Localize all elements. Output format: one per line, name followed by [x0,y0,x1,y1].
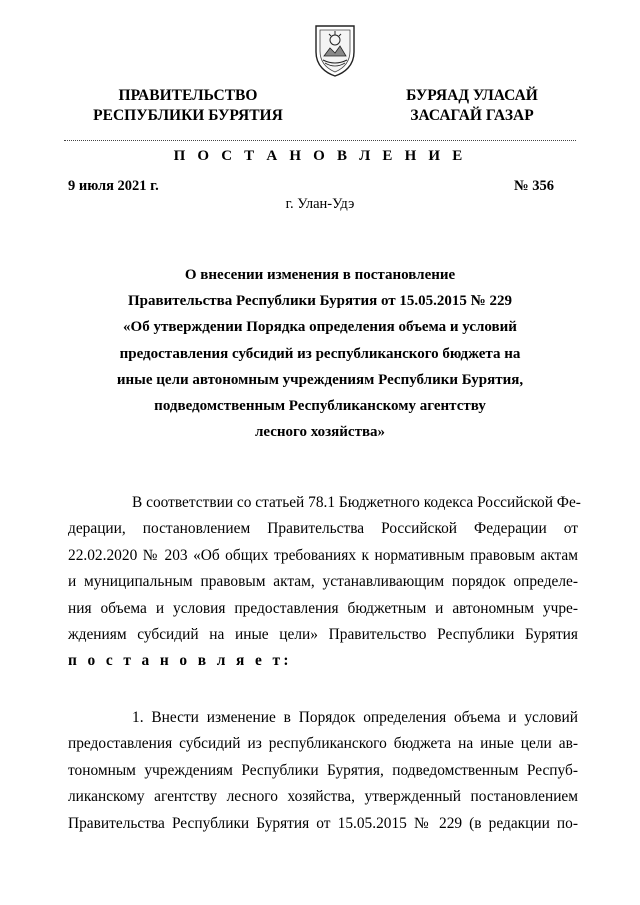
header-right-line-1: БУРЯАД УЛАСАЙ [406,87,538,104]
clause-1-paragraph [68,705,578,837]
paragraph-line: ния объема и условия предоставления бюджетным и автономным учре- [68,599,578,617]
header-right-line-2: ЗАСАГАЙ ГАЗАР [410,107,534,124]
title-line: предоставления субсидий из республиканского бюджета на [119,345,521,362]
paragraph-line: ликанскому агентству лесного хозяйства, утвержденный постановлением [68,788,578,806]
paragraph-line: 1. Внести изменение в Порядок определения объема и условий [132,709,578,726]
paragraph-line: 22.02.2020 № 203 «Об общих требованиях к нормативным правовым актам [68,546,578,564]
title-line: «Об утверждении Порядка определения объема и условий [123,319,517,336]
coat-of-arms-icon [312,22,358,78]
decree-word: п о с т а н о в л я е т [68,652,284,670]
header-left-line-1: ПРАВИТЕЛЬСТВО [118,87,258,104]
decree-colon: : [283,652,289,670]
paragraph-line: ждениям субсидий на иные цели» Правительство Республики Бурятия [68,626,578,644]
paragraph-line: дерации, постановлением Правительства Российской Федерации от [68,520,578,538]
header-left-line-2: РЕСПУБЛИКИ БУРЯТИЯ [93,107,283,124]
document-type-heading: П О С Т А Н О В Л Е Н И Е [173,148,467,164]
government-name-buryat [392,86,552,126]
paragraph-line: тономным учреждениям Республики Бурятия, подведомственным Респуб- [68,761,578,779]
header-divider [64,140,576,141]
title-line: иные цели автономным учреждениям Республики Бурятия, [116,371,524,388]
document-city: г. Улан-Удэ [285,196,355,212]
title-line: Правительства Республики Бурятия от 15.05.2015 № 229 [127,293,512,310]
decree-line [68,648,578,674]
document-number: № 356 [514,178,554,194]
government-name-russian [78,86,298,126]
paragraph-line: В соответствии со статьей 78.1 Бюджетного кодекса Российской Фе- [132,494,581,511]
title-line: лесного хозяйства» [254,424,386,441]
paragraph-line: и муниципальным правовым актам, устанавливающим порядок определе- [68,573,578,591]
document-date: 9 июля 2021 г. [68,178,159,194]
document-title [64,262,576,445]
paragraph-line: Правительства Республики Бурятия от 15.05.2015 № 229 (в редакции по- [68,814,578,832]
title-line: О внесении изменения в постановление [184,267,456,283]
paragraph-line: предоставления субсидий из республиканского бюджета на иные цели ав- [68,735,578,753]
preamble-paragraph [68,490,581,675]
title-line: подведомственным Республиканскому агентству [154,398,486,415]
